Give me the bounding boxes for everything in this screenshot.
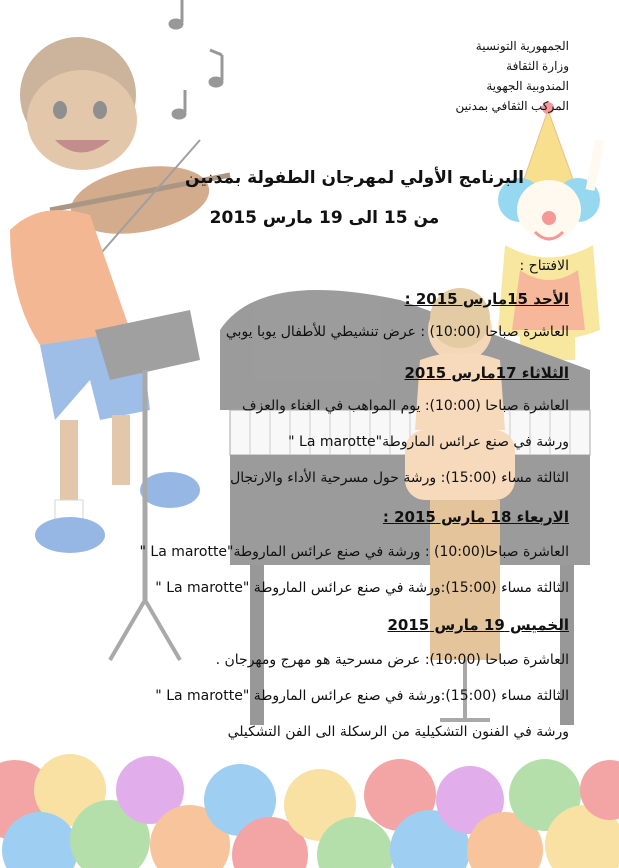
header-delegation: المندوبية الجهوية bbox=[486, 79, 569, 93]
program-line: ورشة في صنع عرائس الماروطة"La marotte " bbox=[288, 434, 569, 450]
header-country: الجمهورية التونسية bbox=[475, 39, 569, 53]
page-title: البرنامج الأولي لمهرجان الطفولة بمدنين bbox=[185, 168, 524, 188]
clown-illustration bbox=[498, 102, 600, 360]
header-ministry: وزارة الثقافة bbox=[506, 59, 569, 73]
page-subtitle-dates: من 15 الى 19 مارس 2015 bbox=[209, 208, 440, 228]
header-center: المركب الثقافي بمدنين bbox=[455, 99, 569, 113]
day-heading-sunday: الأحد 15مارس 2015 : bbox=[404, 290, 569, 308]
program-line: الثالثة مساء (15:00):ورشة في صنع عرائس الماروطة "La marotte " bbox=[155, 580, 569, 596]
music-notes-icon bbox=[169, 0, 223, 119]
day-heading-wednesday: الاربعاء 18 مارس 2015 : bbox=[382, 508, 569, 526]
day-heading-thursday: الخميس 19 مارس 2015 bbox=[387, 616, 569, 634]
balloons-illustration bbox=[0, 754, 619, 868]
program-line: الثالثة مساء (15:00): ورشة حول مسرحية الأداء والارتجال bbox=[230, 470, 569, 486]
program-line: العاشرة صباحا(10:00) : ورشة في صنع عرائس الماروطة"La marotte " bbox=[139, 544, 569, 560]
boy-violin-illustration bbox=[10, 37, 230, 660]
program-line: ورشة في الفنون التشكيلية من الرسكلة الى الفن التشكيلي bbox=[227, 724, 569, 740]
opening-label: الافتتاح : bbox=[519, 258, 569, 274]
program-line: العاشرة صباحا (10:00): عرض مسرحية هو مهرج ومهرجان . bbox=[215, 652, 569, 668]
program-line: العاشرة صباحا (10:00) : عرض تنشيطي للأطفال يوبا يوبي bbox=[225, 324, 569, 340]
program-line: العاشرة صباحا (10:00): يوم المواهب في الغناء والعزف bbox=[242, 398, 569, 414]
program-line: الثالثة مساء (15:00):ورشة في صنع عرائس الماروطة "La marotte " bbox=[155, 688, 569, 704]
day-heading-tuesday: الثلاثاء 17مارس 2015 bbox=[404, 364, 569, 382]
